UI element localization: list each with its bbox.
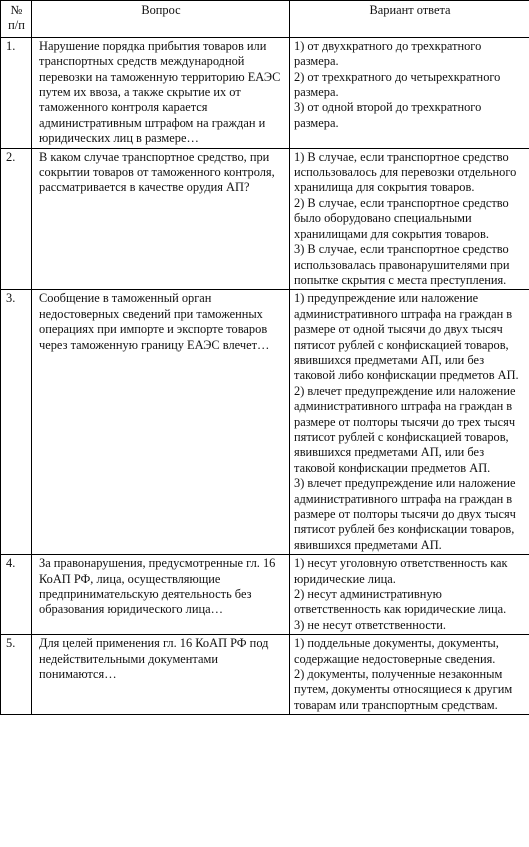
header-number-line1: № bbox=[10, 3, 23, 17]
table-row bbox=[1, 635, 529, 715]
answer-option: 3) влечет предупреждение или наложение административного штрафа на граждан в размере от полторы тысячи до двух тысяч пятисот рублей без конфискации товаров, явившихся предметами АП. bbox=[294, 476, 516, 552]
table-row bbox=[1, 148, 529, 290]
answer-options bbox=[290, 37, 529, 148]
header-answer: Вариант ответа bbox=[290, 1, 529, 38]
question-text: Сообщение в таможенный орган недостоверных сведений при таможенных операциях при импорте и экспорте товаров через таможенную границу ЕАЭС влечет… bbox=[32, 290, 290, 555]
answer-option: 1) от двухкратного до трехкратного размера. bbox=[294, 38, 482, 69]
row-number: 2. bbox=[1, 148, 32, 290]
answer-option: 1) В случае, если транспортное средство использовалось для перевозки отдельного хранилища для сокрытия товаров. bbox=[294, 149, 517, 195]
answer-options bbox=[290, 290, 529, 555]
question-text: За правонарушения, предусмотренные гл. 16 КоАП РФ, лица, осуществляющие предпринимательскую деятельность без образования юридического лица… bbox=[32, 555, 290, 635]
answer-option: 2) В случае, если транспортное средство было оборудовано специальными хранилищами для сокрытия товаров. bbox=[294, 195, 509, 241]
header-number-line2: п/п bbox=[8, 18, 25, 33]
answer-option: 1) поддельные документы, документы, содержащие недостоверные сведения. bbox=[294, 636, 499, 666]
table-row bbox=[1, 290, 529, 555]
table-row bbox=[1, 555, 529, 635]
row-number: 1. bbox=[1, 37, 32, 148]
answer-option: 1) предупреждение или наложение административного штрафа на граждан в размере от одной тысячи до двух тысяч пятисот рублей с конфискацией товаров, явившихся предметами АП, или без таковой либо конфискации предметов АП. bbox=[294, 291, 519, 383]
answer-options bbox=[290, 635, 529, 715]
header-question: Вопрос bbox=[32, 1, 290, 38]
answer-option: 2) от трехкратного до четырехкратного размера. bbox=[294, 69, 501, 100]
table-row bbox=[1, 37, 529, 148]
answer-option: 3) не несут ответственности. bbox=[294, 617, 447, 632]
answer-option: 1) несут уголовную ответственность как юридические лица. bbox=[294, 556, 508, 586]
question-text: Для целей применения гл. 16 КоАП РФ под недействительными документами понимаются… bbox=[32, 635, 290, 715]
answer-options bbox=[290, 555, 529, 635]
answer-options bbox=[290, 148, 529, 290]
table-header bbox=[1, 1, 529, 38]
row-number: 4. bbox=[1, 555, 32, 635]
answer-option: 2) несут административную ответственность как юридические лица. bbox=[294, 587, 507, 617]
answer-option: 2) влечет предупреждение или наложение административного штрафа на граждан в размере от полторы тысячи до трех тысяч пятисот рублей с конфискацией товаров, явившихся предметами АП, или без таковой конфискации предметов АП. bbox=[294, 383, 516, 475]
header-row bbox=[1, 1, 529, 38]
question-text: Нарушение порядка прибытия товаров или транспортных средств международной перевозки на таможенную территорию ЕАЭС путем их ввоза, а также скрытие их от таможенного контроля карается административным штрафом на граждан и юридических лиц в размере… bbox=[32, 37, 290, 148]
question-text: В каком случае транспортное средство, при сокрытии товаров от таможенного контроля, рассматривается в качестве орудия АП? bbox=[32, 148, 290, 290]
answer-option: 3) от одной второй до трехкратного размера. bbox=[294, 100, 482, 130]
header-number bbox=[1, 1, 32, 38]
answer-option: 2) документы, полученные незаконным путем, документы относящиеся к другим товарам или транспортным средствам. bbox=[294, 667, 513, 712]
row-number: 3. bbox=[1, 290, 32, 555]
row-number: 5. bbox=[1, 635, 32, 715]
answer-option: 3) В случае, если транспортное средство использовалась правонарушителями при попытке скрытия с места преступления. bbox=[294, 242, 510, 287]
